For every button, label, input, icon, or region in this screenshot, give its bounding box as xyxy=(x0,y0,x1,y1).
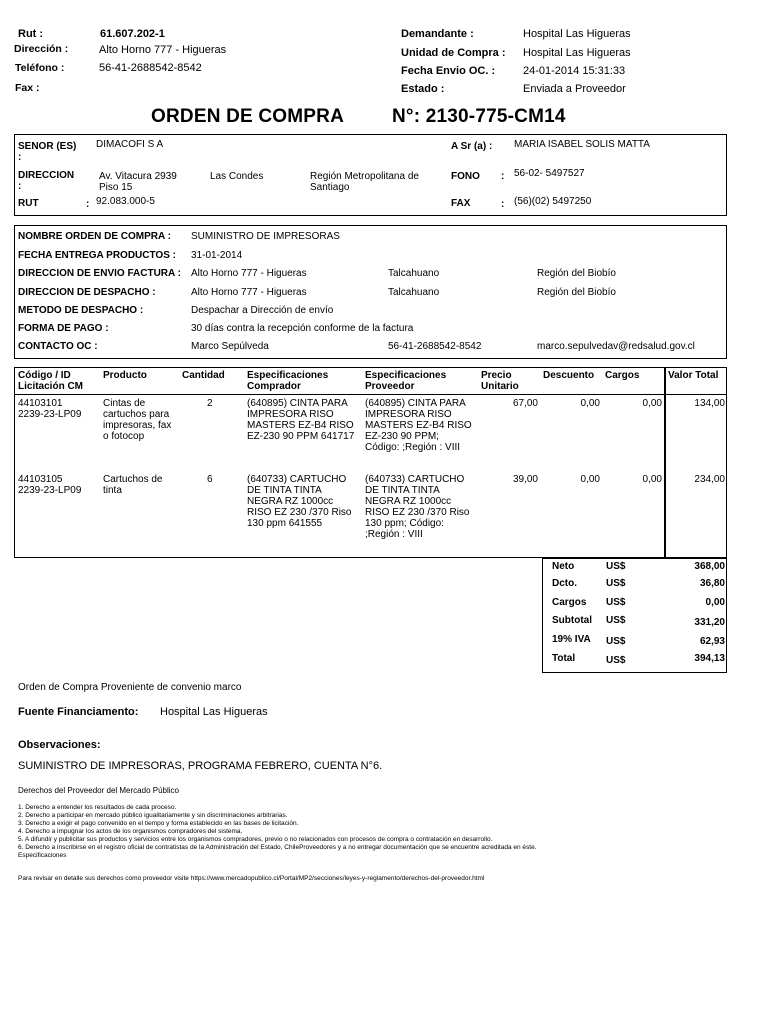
derechos-title: Derechos del Proveedor del Mercado Público xyxy=(18,786,179,795)
header-fax-label: Fax : xyxy=(15,82,40,94)
totals-cargos-value: 0,00 xyxy=(705,597,725,608)
row-producto: Cintas de cartuchos para impresoras, fax o fotocop xyxy=(103,398,172,442)
totals-dcto-value: 36,80 xyxy=(699,578,725,589)
row-cantidad: 2 xyxy=(207,398,213,409)
row-producto: Cartuchos de tinta xyxy=(103,474,163,496)
row-descuento: 0,00 xyxy=(580,474,600,485)
row-cargos: 0,00 xyxy=(642,474,662,485)
list-item: 6. Derecho a inscribirse en el registro oficial de contratistas de la Administración del Estado, ChileProveedores y a no entregar documentación que se encuentre acreditada en éste. xyxy=(18,844,537,851)
totals-total-label: Total xyxy=(552,653,576,664)
list-item: 5. A difundir y publicitar sus productos y servicios entre los organismos compradores, previo o no relacionados con procesos de compra o contratación en desarrollo. xyxy=(18,836,493,843)
header-telefono-label: Teléfono : xyxy=(15,62,65,74)
page-title: ORDEN DE COMPRA xyxy=(151,106,345,127)
totals-neto-value: 368,00 xyxy=(694,561,725,572)
items-header-divider xyxy=(14,394,727,395)
row-esp-proveedor: (640895) CINTA PARA IMPRESORA RISO MASTERS EZ-B4 RISO EZ-230 90 PPM; Código: ;Región : VIII xyxy=(365,398,472,453)
list-item: 3. Derecho a exigir el pago convenido en el tiempo y forma establecido en las bases de licitación. xyxy=(18,820,299,827)
row-valor: 134,00 xyxy=(694,398,725,409)
derechos-list xyxy=(18,804,537,860)
totals-dcto-currency: US$ xyxy=(606,578,626,589)
header-demandante-label: Demandante : xyxy=(401,28,474,40)
row-descuento: 0,00 xyxy=(580,398,600,409)
order-contacto-email[interactable]: marco.sepulvedav@redsalud.gov.cl xyxy=(537,341,695,352)
totals-neto-currency: US$ xyxy=(606,561,626,572)
header-rut-label: Rut : xyxy=(18,28,44,40)
col-header-cargos: Cargos xyxy=(605,370,640,381)
list-item: 2. Derecho a participar en mercado público igualitariamente y sin discriminaciones arbitrarias. xyxy=(18,812,288,819)
totals-subtotal-value: 331,20 xyxy=(694,617,725,628)
observaciones-label: Observaciones: xyxy=(18,739,101,751)
row-codigo: 44103105 2239-23-LP09 xyxy=(18,474,82,496)
row-esp-proveedor: (640733) CARTUCHO DE TINTA TINTA NEGRA RZ 1000cc RISO EZ 230 /370 Riso 130 ppm; Código: ;Región : VIII xyxy=(365,474,470,540)
list-item: Especificaciones xyxy=(18,852,67,859)
row-esp-comprador: (640895) CINTA PARA IMPRESORA RISO MASTERS EZ-B4 RISO EZ-230 90 PPM 641717 xyxy=(247,398,355,442)
order-despacho-ciudad: Talcahuano xyxy=(388,287,440,298)
totals-total-value: 394,13 xyxy=(694,653,725,664)
row-esp-comprador: (640733) CARTUCHO DE TINTA TINTA NEGRA RZ 1000cc RISO EZ 230 /370 Riso 130 ppm 641555 xyxy=(247,474,352,529)
totals-cargos-currency: US$ xyxy=(606,597,626,608)
supplier-fono-value: 56-02- 5497527 xyxy=(514,168,585,179)
order-envio-value: Alto Horno 777 - Higueras xyxy=(191,268,307,279)
derechos-link[interactable]: Para revisar en detalle sus derechos como proveedor visite https://www.mercadopublico.cl/Portal/MP2/secciones/leyes-y-reglamento/derechos-del-proveedor.html xyxy=(18,875,485,882)
row-cargos: 0,00 xyxy=(642,398,662,409)
header-rut-value: 61.607.202-1 xyxy=(100,28,165,40)
col-header-precio: Precio Unitario xyxy=(481,370,519,392)
col-header-descuento: Descuento xyxy=(543,370,595,381)
col-header-cantidad: Cantidad xyxy=(182,370,225,381)
order-metodo-value: Despachar a Dirección de envío xyxy=(191,305,334,316)
order-metodo-label: METODO DE DESPACHO : xyxy=(18,305,144,316)
order-nombre-value: SUMINISTRO DE IMPRESORAS xyxy=(191,231,340,242)
header-fecha-envio-value: 24-01-2014 15:31:33 xyxy=(523,65,626,77)
supplier-fax-colon: : xyxy=(501,199,505,210)
supplier-fono-label: FONO xyxy=(451,171,480,182)
header-unidad-value: Hospital Las Higueras xyxy=(523,47,631,59)
totals-subtotal-currency: US$ xyxy=(606,615,626,626)
order-envio-ciudad: Talcahuano xyxy=(388,268,440,279)
supplier-comuna: Las Condes xyxy=(210,171,264,182)
supplier-name: DIMACOFI S A xyxy=(96,139,164,150)
list-item: 1. Derecho a entender los resultados de cada proceso. xyxy=(18,804,177,811)
totals-total-currency: US$ xyxy=(606,655,626,666)
totals-iva-label: 19% IVA xyxy=(552,634,591,645)
header-unidad-label: Unidad de Compra : xyxy=(401,47,506,59)
row-cantidad: 6 xyxy=(207,474,213,485)
order-envio-region: Región del Biobío xyxy=(537,268,616,279)
fuente-label: Fuente Financiamento: xyxy=(18,706,139,718)
header-direccion-label: Dirección : xyxy=(14,43,69,55)
supplier-fax-label: FAX xyxy=(451,198,471,209)
supplier-asr-label: A Sr (a) : xyxy=(451,141,493,152)
totals-neto-label: Neto xyxy=(552,561,575,572)
order-despacho-value: Alto Horno 777 - Higueras xyxy=(191,287,307,298)
header-direccion-value: Alto Horno 777 - Higueras xyxy=(99,44,227,56)
order-despacho-region: Región del Biobío xyxy=(537,287,616,298)
header-demandante-value: Hospital Las Higueras xyxy=(523,28,631,40)
totals-iva-value: 62,93 xyxy=(699,636,725,647)
order-fecha-label: FECHA ENTREGA PRODUCTOS : xyxy=(18,250,176,261)
supplier-direccion-label: DIRECCION : xyxy=(18,170,75,192)
supplier-rut-value: 92.083.000-5 xyxy=(96,196,155,207)
list-item: 4. Derecho a impugnar los actos de los organismos compradores del sistema. xyxy=(18,828,243,835)
convenio-note: Orden de Compra Proveniente de convenio marco xyxy=(18,682,242,693)
fuente-value: Hospital Las Higueras xyxy=(160,706,268,718)
col-header-codigo: Código / ID Licitación CM xyxy=(18,370,84,392)
col-header-esp-comprador: Especificaciones Comprador xyxy=(247,370,329,392)
col-header-producto: Producto xyxy=(103,370,147,381)
supplier-rut-label: RUT xyxy=(18,198,39,209)
col-header-esp-proveedor: Especificaciones Proveedor xyxy=(365,370,447,392)
header-telefono-value: 56-41-2688542-8542 xyxy=(99,62,202,74)
row-codigo: 44103101 2239-23-LP09 xyxy=(18,398,82,420)
totals-iva-currency: US$ xyxy=(606,636,626,647)
order-pago-value: 30 días contra la recepción conforme de la factura xyxy=(191,323,414,334)
header-estado-value: Enviada a Proveedor xyxy=(523,83,626,95)
supplier-fax-value: (56)(02) 5497250 xyxy=(514,196,592,207)
totals-dcto-label: Dcto. xyxy=(552,578,577,589)
row-valor: 234,00 xyxy=(694,474,725,485)
observaciones-value: SUMINISTRO DE IMPRESORAS, PROGRAMA FEBRERO, CUENTA N°6. xyxy=(18,760,383,772)
order-fecha-value: 31-01-2014 xyxy=(191,250,243,261)
supplier-fono-colon: : xyxy=(501,171,505,182)
header-estado-label: Estado : xyxy=(401,83,445,95)
order-contacto-value: Marco Sepúlveda xyxy=(191,341,269,352)
header-fecha-envio-label: Fecha Envio OC. : xyxy=(401,65,496,77)
order-contacto-label: CONTACTO OC : xyxy=(18,341,98,352)
order-number: N°: 2130-775-CM14 xyxy=(392,106,566,127)
supplier-direccion-value: Av. Vitacura 2939 Piso 15 xyxy=(99,171,177,193)
order-pago-label: FORMA DE PAGO : xyxy=(18,323,109,334)
items-total-column-divider xyxy=(664,367,666,558)
order-envio-label: DIRECCION DE ENVIO FACTURA : xyxy=(18,268,181,279)
row-precio: 67,00 xyxy=(512,398,538,409)
supplier-contact-name: MARIA ISABEL SOLIS MATTA xyxy=(514,139,650,150)
order-contacto-fono: 56-41-2688542-8542 xyxy=(388,341,482,352)
supplier-senor-label: SENOR (ES) : xyxy=(18,141,77,163)
row-precio: 39,00 xyxy=(512,474,538,485)
totals-subtotal-label: Subtotal xyxy=(552,615,592,626)
totals-cargos-label: Cargos xyxy=(552,597,587,608)
col-header-valor: Valor Total xyxy=(668,370,719,381)
order-despacho-label: DIRECCION DE DESPACHO : xyxy=(18,287,156,298)
supplier-rut-colon: : xyxy=(86,199,90,210)
supplier-region: Región Metropolitana de Santiago xyxy=(310,171,419,193)
order-nombre-label: NOMBRE ORDEN DE COMPRA : xyxy=(18,231,171,242)
